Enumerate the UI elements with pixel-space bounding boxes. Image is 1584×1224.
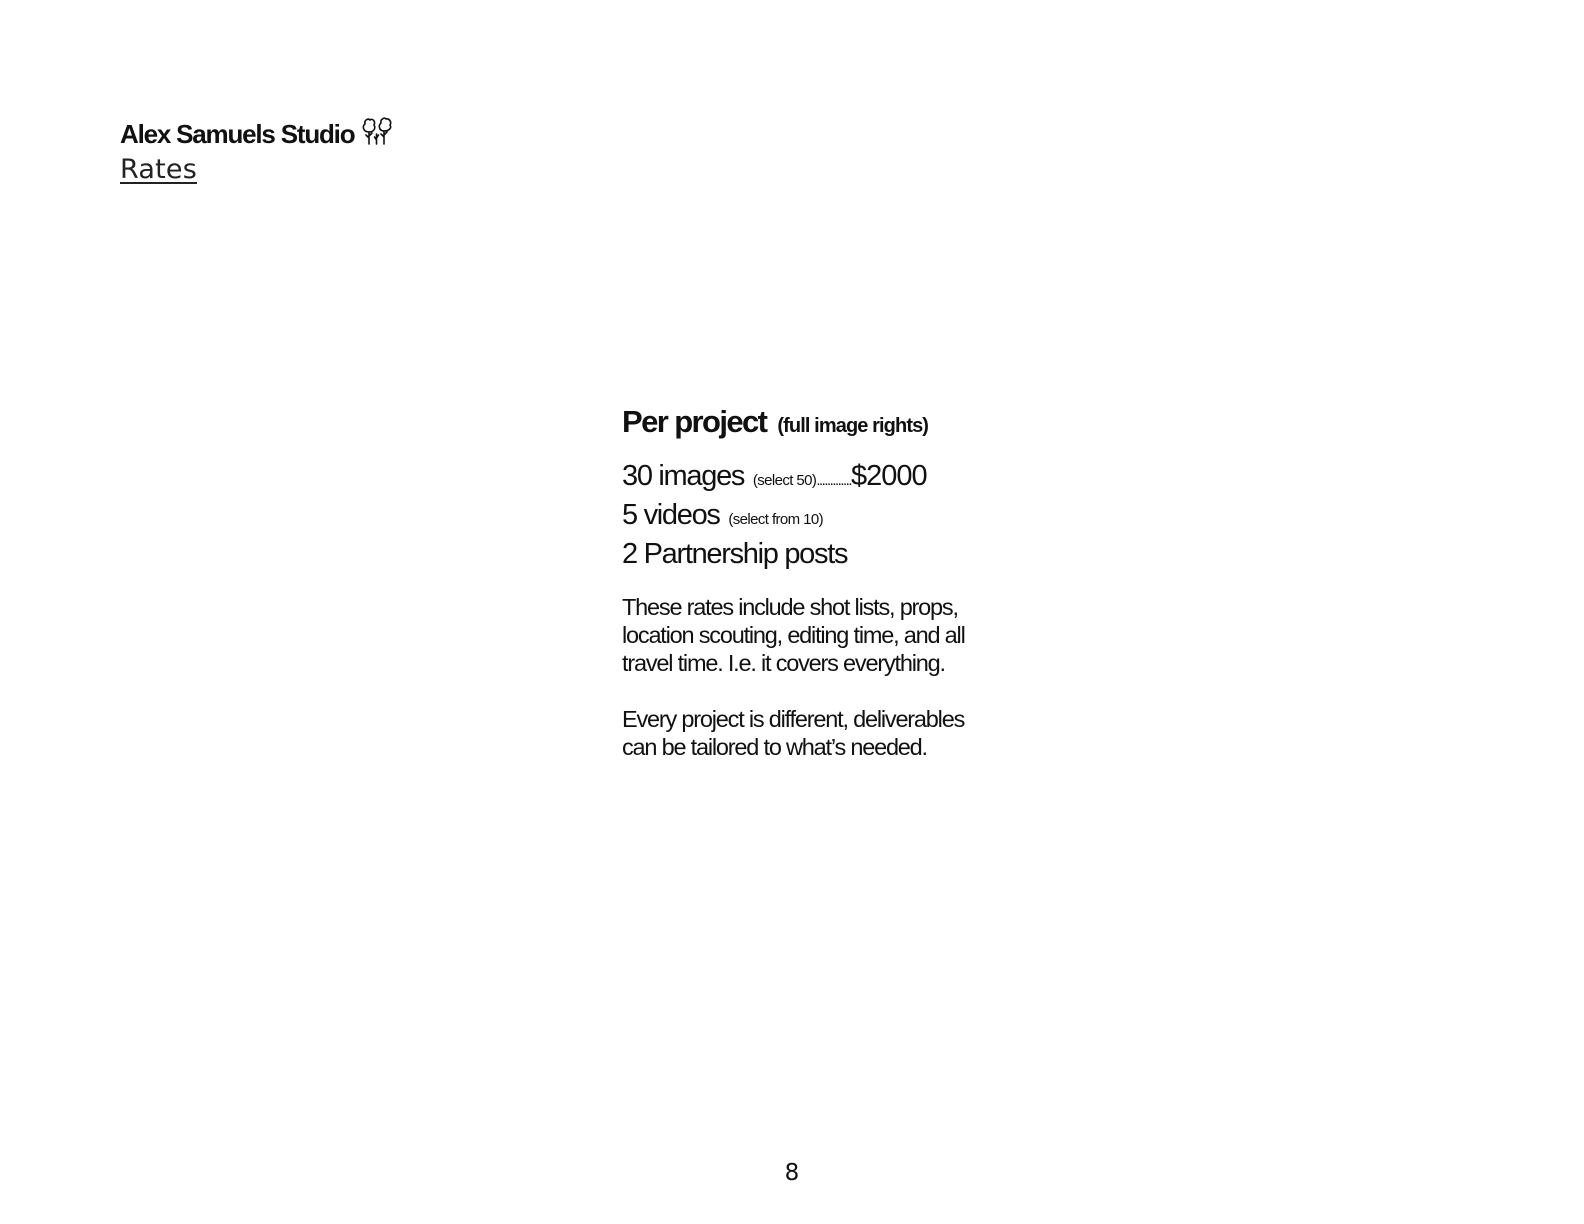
section-title-note: (full image rights)	[777, 415, 929, 437]
rates-content	[622, 403, 1002, 761]
page-header	[120, 116, 394, 185]
rates-note: Every project is different, deliverables can be tailored to what’s needed.	[622, 706, 965, 760]
item-note: (select 50)	[752, 472, 817, 489]
page-title: Rates	[120, 154, 197, 185]
studio-name: Alex Samuels Studio	[120, 118, 355, 149]
item-price: $2000	[851, 460, 927, 492]
page-number: 8	[784, 1160, 800, 1186]
deliverables-list	[622, 459, 1002, 571]
section-title	[622, 403, 1002, 445]
list-item	[622, 498, 1002, 537]
list-item	[622, 459, 1002, 498]
item-label: 5 videos	[622, 499, 720, 531]
item-label: 30 images	[622, 460, 745, 492]
rates-description: These rates include shot lists, props, location scouting, editing time, and all travel time. I.e. it covers everything.	[622, 594, 965, 676]
trees-logo-icon	[360, 116, 394, 146]
list-item	[622, 537, 1002, 571]
studio-brand	[120, 116, 394, 152]
price-leader: .............	[816, 472, 851, 489]
item-label: 2 Partnership posts	[622, 538, 848, 570]
section-title-text: Per project	[622, 404, 767, 439]
item-note: (select from 10)	[728, 511, 823, 528]
